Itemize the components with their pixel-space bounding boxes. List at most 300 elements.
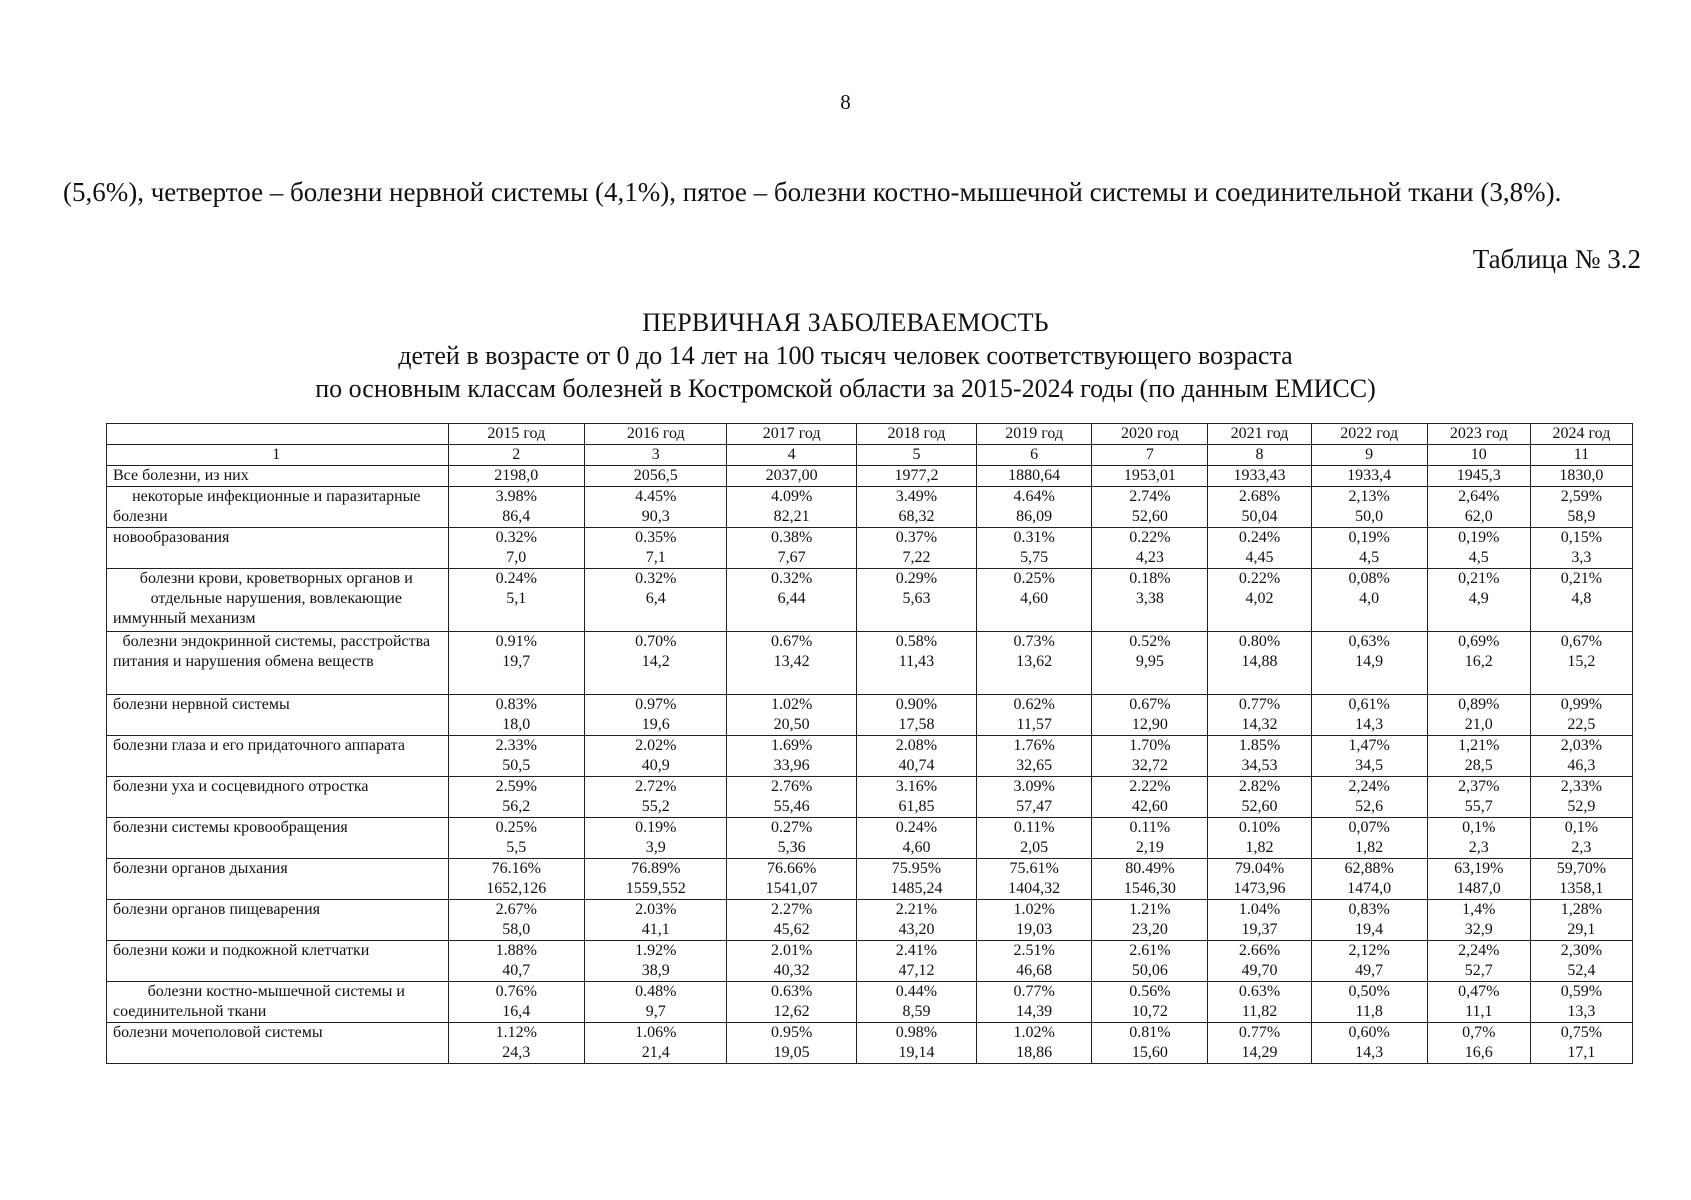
table-row [107,982,1633,1023]
rate-value: 23,20 [1131,921,1168,938]
rate-value: 1977,2 [894,467,939,484]
rate-value: 13,3 [1567,1003,1596,1020]
percentage-value: 0.91% [495,633,537,650]
rate-value: 55,7 [1464,798,1493,815]
data-cell [1530,569,1632,632]
data-cell [1311,859,1427,900]
percentage-value: 0.52% [1129,633,1171,650]
data-cell [1530,859,1632,900]
data-cell [856,487,976,528]
percentage-value: 1.69% [770,737,813,754]
rate-value: 40,74 [898,757,935,774]
data-cell [448,777,584,818]
data-cell [585,736,727,777]
percentage-value: 0.31% [1013,529,1055,546]
rate-value: 28,5 [1464,757,1493,774]
data-cell [856,900,976,941]
percentage-value: 2.82% [1238,778,1281,795]
percentage-value: 1.88% [495,942,537,959]
rate-value: 19,14 [898,1044,935,1061]
rate-value: 4,5 [1468,549,1489,566]
rate-value: 4,23 [1135,549,1164,566]
percentage-value: 0.67% [1129,696,1171,713]
data-cell [1311,777,1427,818]
percentage-value: 0.98% [895,1024,938,1041]
rate-value: 18,86 [1016,1044,1053,1061]
rate-value: 6,4 [645,590,666,607]
percentage-value: 0,15% [1560,529,1603,546]
percentage-value: 0.19% [635,819,677,836]
percentage-value: 0,99% [1560,696,1603,713]
data-cell [727,695,856,736]
data-cell [585,941,727,982]
rate-value: 7,22 [902,549,931,566]
data-cell [1530,632,1632,695]
data-cell [856,859,976,900]
table-row [107,466,1633,487]
data-cell [585,818,727,859]
rate-value: 2198,0 [494,467,539,484]
rate-value: 1830,0 [1559,467,1604,484]
percentage-value: 0.58% [895,633,938,650]
data-cell [1427,487,1530,528]
percentage-value: 0,1% [1564,819,1599,836]
percentage-value: 2.74% [1129,488,1171,505]
table-row [107,695,1633,736]
percentage-value: 0.83% [495,696,537,713]
percentage-value: 2,37% [1458,778,1500,795]
data-cell [977,777,1092,818]
data-cell [448,941,584,982]
rate-value: 13,62 [1016,653,1053,670]
rate-value: 5,63 [902,590,931,607]
percentage-value: 0,59% [1560,983,1603,1000]
rate-value: 21,0 [1464,716,1493,733]
rate-value: 57,47 [1016,798,1053,815]
table-row [107,777,1633,818]
percentage-value: 2,33% [1560,778,1603,795]
rate-value: 18,0 [502,716,531,733]
percentage-value: 0.81% [1129,1024,1171,1041]
percentage-value: 2,13% [1348,488,1390,505]
percentage-value: 2.33% [495,737,537,754]
rate-value: 40,9 [641,757,670,774]
percentage-value: 2.02% [635,737,677,754]
percentage-value: 0.27% [770,819,813,836]
table-row [107,528,1633,569]
data-cell [1208,736,1311,777]
morbidity-table [106,423,1633,1064]
rate-value: 46,3 [1567,757,1596,774]
table-title-subtitle-1: детей в возрасте от 0 до 14 лет на 100 тысяч человек соответствующего возраста [398,341,1293,370]
percentage-value: 1,21% [1458,737,1500,754]
rate-value: 90,3 [641,508,670,525]
rate-value: 33,96 [773,757,810,774]
data-cell [448,632,584,695]
rate-value: 40,7 [502,962,531,979]
data-cell [727,569,856,632]
rate-value: 1933,43 [1233,467,1286,484]
percentage-value: 0,83% [1348,901,1390,918]
data-cell [727,736,856,777]
data-cell [1311,736,1427,777]
percentage-value: 76.16% [491,860,541,877]
rate-value: 5,75 [1020,549,1049,566]
rate-value: 32,72 [1131,757,1168,774]
header-number-cell: 2 [448,445,584,466]
table-row [107,900,1633,941]
percentage-value: 62,88% [1344,860,1394,877]
rate-value: 41,1 [641,921,670,938]
header-row-years [107,424,1633,445]
header-year-cell: 2015 год [448,424,584,445]
data-cell [727,982,856,1023]
rate-value: 58,0 [502,921,531,938]
data-cell [585,777,727,818]
rate-value: 19,37 [1241,921,1278,938]
data-cell [1092,466,1208,487]
data-cell [585,1023,727,1064]
rate-value: 52,6 [1355,798,1384,815]
percentage-value: 1,28% [1560,901,1603,918]
rate-value: 4,0 [1359,590,1380,607]
data-cell [1427,982,1530,1023]
data-cell [585,487,727,528]
disease-class-label: болезни органов пищеварения [107,900,449,941]
percentage-value: 0,21% [1560,570,1603,587]
rate-value: 11,82 [1241,1003,1278,1020]
percentage-value: 2.27% [770,901,813,918]
percentage-value: 0.80% [1238,633,1281,650]
rate-value: 55,46 [773,798,810,815]
header-row-numbers [107,445,1633,466]
rate-value: 52,7 [1464,962,1493,979]
percentage-value: 0,63% [1348,633,1390,650]
percentage-value: 0.11% [1013,819,1055,836]
data-cell [1311,818,1427,859]
rate-value: 46,68 [1016,962,1053,979]
percentage-value: 63,19% [1454,860,1504,877]
data-cell [1092,982,1208,1023]
percentage-value: 2.67% [495,901,537,918]
data-cell [1427,528,1530,569]
rate-value: 22,5 [1567,716,1596,733]
percentage-value: 75.95% [891,860,942,877]
data-cell [1311,569,1427,632]
percentage-value: 76.66% [766,860,817,877]
percentage-value: 79.04% [1234,860,1285,877]
percentage-value: 0.37% [895,529,938,546]
disease-class-label: болезни глаза и его придаточного аппарата [107,736,449,777]
data-cell [856,695,976,736]
percentage-value: 2.61% [1129,942,1171,959]
data-cell [1530,941,1632,982]
data-cell [1208,569,1311,632]
data-cell [1427,466,1530,487]
header-empty-cell [107,424,449,445]
rate-value: 1652,126 [486,880,547,897]
percentage-value: 1.02% [1013,901,1055,918]
rate-value: 19,4 [1355,921,1384,938]
data-cell [1311,528,1427,569]
percentage-value: 0.73% [1013,633,1055,650]
data-cell [977,941,1092,982]
percentage-value: 0.18% [1129,570,1171,587]
table-row [107,1023,1633,1064]
percentage-value: 0.35% [635,529,677,546]
data-cell [856,736,976,777]
rate-value: 34,53 [1241,757,1278,774]
data-cell [585,466,727,487]
percentage-value: 2.51% [1013,942,1055,959]
table-row [107,632,1633,695]
data-cell [1208,466,1311,487]
table-row [107,818,1633,859]
disease-class-label: болезни эндокринной системы, расстройства питания и нарушения обмена веществ [107,632,449,695]
percentage-value: 0,1% [1462,819,1496,836]
rate-value: 1,82 [1245,839,1274,856]
header-number-cell: 4 [727,445,856,466]
rate-value: 50,0 [1355,508,1384,525]
percentage-value: 0.63% [770,983,813,1000]
percentage-value: 2.41% [895,942,938,959]
percentage-value: 0.77% [1238,696,1281,713]
rate-value: 1953,01 [1123,467,1176,484]
percentage-value: 0.48% [635,983,677,1000]
rate-value: 5,5 [506,839,527,856]
header-year-cell: 2023 год [1427,424,1530,445]
rate-value: 5,36 [777,839,806,856]
rate-value: 19,05 [773,1044,810,1061]
rate-value: 3,38 [1135,590,1164,607]
rate-value: 68,32 [898,508,935,525]
data-cell [448,900,584,941]
rate-value: 10,72 [1131,1003,1168,1020]
percentage-value: 0,07% [1348,819,1390,836]
rate-value: 1473,96 [1233,880,1286,897]
percentage-value: 0.32% [770,570,813,587]
header-number-cell: 7 [1092,445,1208,466]
rate-value: 4,60 [1020,590,1049,607]
data-cell [585,982,727,1023]
rate-value: 29,1 [1567,921,1596,938]
data-cell [448,859,584,900]
header-number-cell: 11 [1530,445,1632,466]
header-year-cell: 2017 год [727,424,856,445]
data-cell [1311,695,1427,736]
data-cell [1311,941,1427,982]
data-cell [1208,1023,1311,1064]
header-number-cell: 8 [1208,445,1311,466]
rate-value: 2,3 [1468,839,1489,856]
percentage-value: 0,7% [1462,1024,1496,1041]
data-cell [1530,736,1632,777]
rate-value: 32,65 [1016,757,1053,774]
percentage-value: 1.04% [1238,901,1281,918]
rate-value: 42,60 [1131,798,1168,815]
data-cell [585,859,727,900]
rate-value: 38,9 [641,962,670,979]
table-title-subtitle-2: по основным классам болезней в Костромской области за 2015-2024 годы (по данным ЕМИСС) [315,374,1376,403]
data-cell [1530,466,1632,487]
percentage-value: 0.10% [1238,819,1281,836]
data-cell [1530,1023,1632,1064]
percentage-value: 0.76% [495,983,537,1000]
rate-value: 19,03 [1016,921,1053,938]
data-cell [727,941,856,982]
rate-value: 32,9 [1464,921,1493,938]
rate-value: 1880,64 [1008,467,1061,484]
disease-class-label: болезни уха и сосцевидного отростка [107,777,449,818]
percentage-value: 0.63% [1238,983,1281,1000]
data-cell [856,569,976,632]
percentage-value: 0,08% [1348,570,1390,587]
rate-value: 11,1 [1465,1003,1493,1020]
percentage-value: 0.95% [770,1024,813,1041]
data-cell [1427,695,1530,736]
data-cell [727,466,856,487]
data-cell [727,632,856,695]
table-row [107,736,1633,777]
percentage-value: 0,19% [1348,529,1390,546]
rate-value: 86,09 [1016,508,1053,525]
rate-value: 58,9 [1567,508,1596,525]
percentage-value: 2,24% [1458,942,1500,959]
percentage-value: 4.09% [770,488,813,505]
data-cell [977,736,1092,777]
header-year-cell: 2019 год [977,424,1092,445]
rate-value: 1487,0 [1456,880,1501,897]
data-cell [1208,859,1311,900]
data-cell [448,569,584,632]
disease-class-label: новообразования [107,528,449,569]
rate-value: 62,0 [1464,508,1493,525]
header-number-cell: 5 [856,445,976,466]
data-cell [448,466,584,487]
rate-value: 17,1 [1567,1044,1596,1061]
rate-value: 1541,07 [765,880,818,897]
rate-value: 2,19 [1135,839,1164,856]
disease-class-label: некоторые инфекционные и паразитарные болезни [107,487,449,528]
rate-value: 4,5 [1359,549,1380,566]
data-cell [1530,777,1632,818]
percentage-value: 2,03% [1560,737,1603,754]
percentage-value: 76.89% [631,860,681,877]
data-cell [585,569,727,632]
data-cell [977,859,1092,900]
data-cell [977,1023,1092,1064]
rate-value: 6,44 [777,590,806,607]
data-cell [1208,528,1311,569]
rate-value: 14,9 [1355,653,1384,670]
percentage-value: 2.08% [895,737,938,754]
percentage-value: 0.24% [895,819,938,836]
data-cell [856,632,976,695]
data-cell [1530,695,1632,736]
disease-class-label: болезни крови, кроветворных органов и отдельные нарушения, вовлекающие иммунный механизм [107,569,449,632]
rate-value: 40,32 [773,962,810,979]
header-number-cell: 3 [585,445,727,466]
data-cell [1208,900,1311,941]
header-year-cell: 2024 год [1530,424,1632,445]
percentage-value: 3.98% [495,488,537,505]
percentage-value: 2.59% [495,778,537,795]
data-cell [1311,982,1427,1023]
percentage-value: 0.62% [1013,696,1055,713]
data-cell [1427,941,1530,982]
data-cell [1427,900,1530,941]
rate-value: 12,90 [1131,716,1168,733]
data-cell [448,982,584,1023]
percentage-value: 3.49% [895,488,938,505]
rate-value: 4,02 [1245,590,1274,607]
header-year-cell: 2022 год [1311,424,1427,445]
data-cell [1427,818,1530,859]
rate-value: 7,67 [777,549,806,566]
data-cell [856,528,976,569]
rate-value: 52,60 [1131,508,1168,525]
data-cell [1311,1023,1427,1064]
rate-value: 15,2 [1567,653,1596,670]
percentage-value: 0,61% [1348,696,1390,713]
rate-value: 7,1 [645,549,666,566]
data-cell [1208,982,1311,1023]
data-cell [585,900,727,941]
data-cell [727,487,856,528]
data-cell [856,818,976,859]
data-cell [1427,859,1530,900]
data-cell [1530,900,1632,941]
percentage-value: 0.38% [770,529,813,546]
data-cell [585,695,727,736]
data-cell [977,466,1092,487]
rate-value: 4,45 [1245,549,1274,566]
header-year-cell: 2020 год [1092,424,1208,445]
percentage-value: 0,47% [1458,983,1500,1000]
rate-value: 4,8 [1571,590,1592,607]
percentage-value: 0.56% [1129,983,1171,1000]
rate-value: 2,05 [1020,839,1049,856]
data-cell [1092,736,1208,777]
rate-value: 61,85 [898,798,935,815]
data-cell [1208,632,1311,695]
percentage-value: 0.77% [1013,983,1055,1000]
rate-value: 15,60 [1131,1044,1168,1061]
data-cell [977,695,1092,736]
percentage-value: 0.24% [495,570,537,587]
rate-value: 11,8 [1355,1003,1383,1020]
percentage-value: 2,24% [1348,778,1390,795]
rate-value: 16,2 [1464,653,1493,670]
percentage-value: 0,69% [1458,633,1500,650]
data-cell [977,818,1092,859]
rate-value: 4,60 [902,839,931,856]
data-cell [727,818,856,859]
rate-value: 24,3 [502,1044,531,1061]
table-row [107,859,1633,900]
percentage-value: 0.11% [1129,819,1171,836]
rate-value: 19,7 [502,653,531,670]
rate-value: 34,5 [1355,757,1384,774]
rate-value: 49,70 [1241,962,1278,979]
data-cell [448,487,584,528]
rate-value: 14,88 [1241,653,1278,670]
rate-value: 16,4 [502,1003,531,1020]
percentage-value: 2,59% [1560,488,1603,505]
percentage-value: 1.76% [1013,737,1055,754]
intro-paragraph: (5,6%), четвертое – болезни нервной системы (4,1%), пятое – болезни костно-мышечной системы и соединительной ткани (3,8%). [63,177,1562,207]
data-cell [977,982,1092,1023]
